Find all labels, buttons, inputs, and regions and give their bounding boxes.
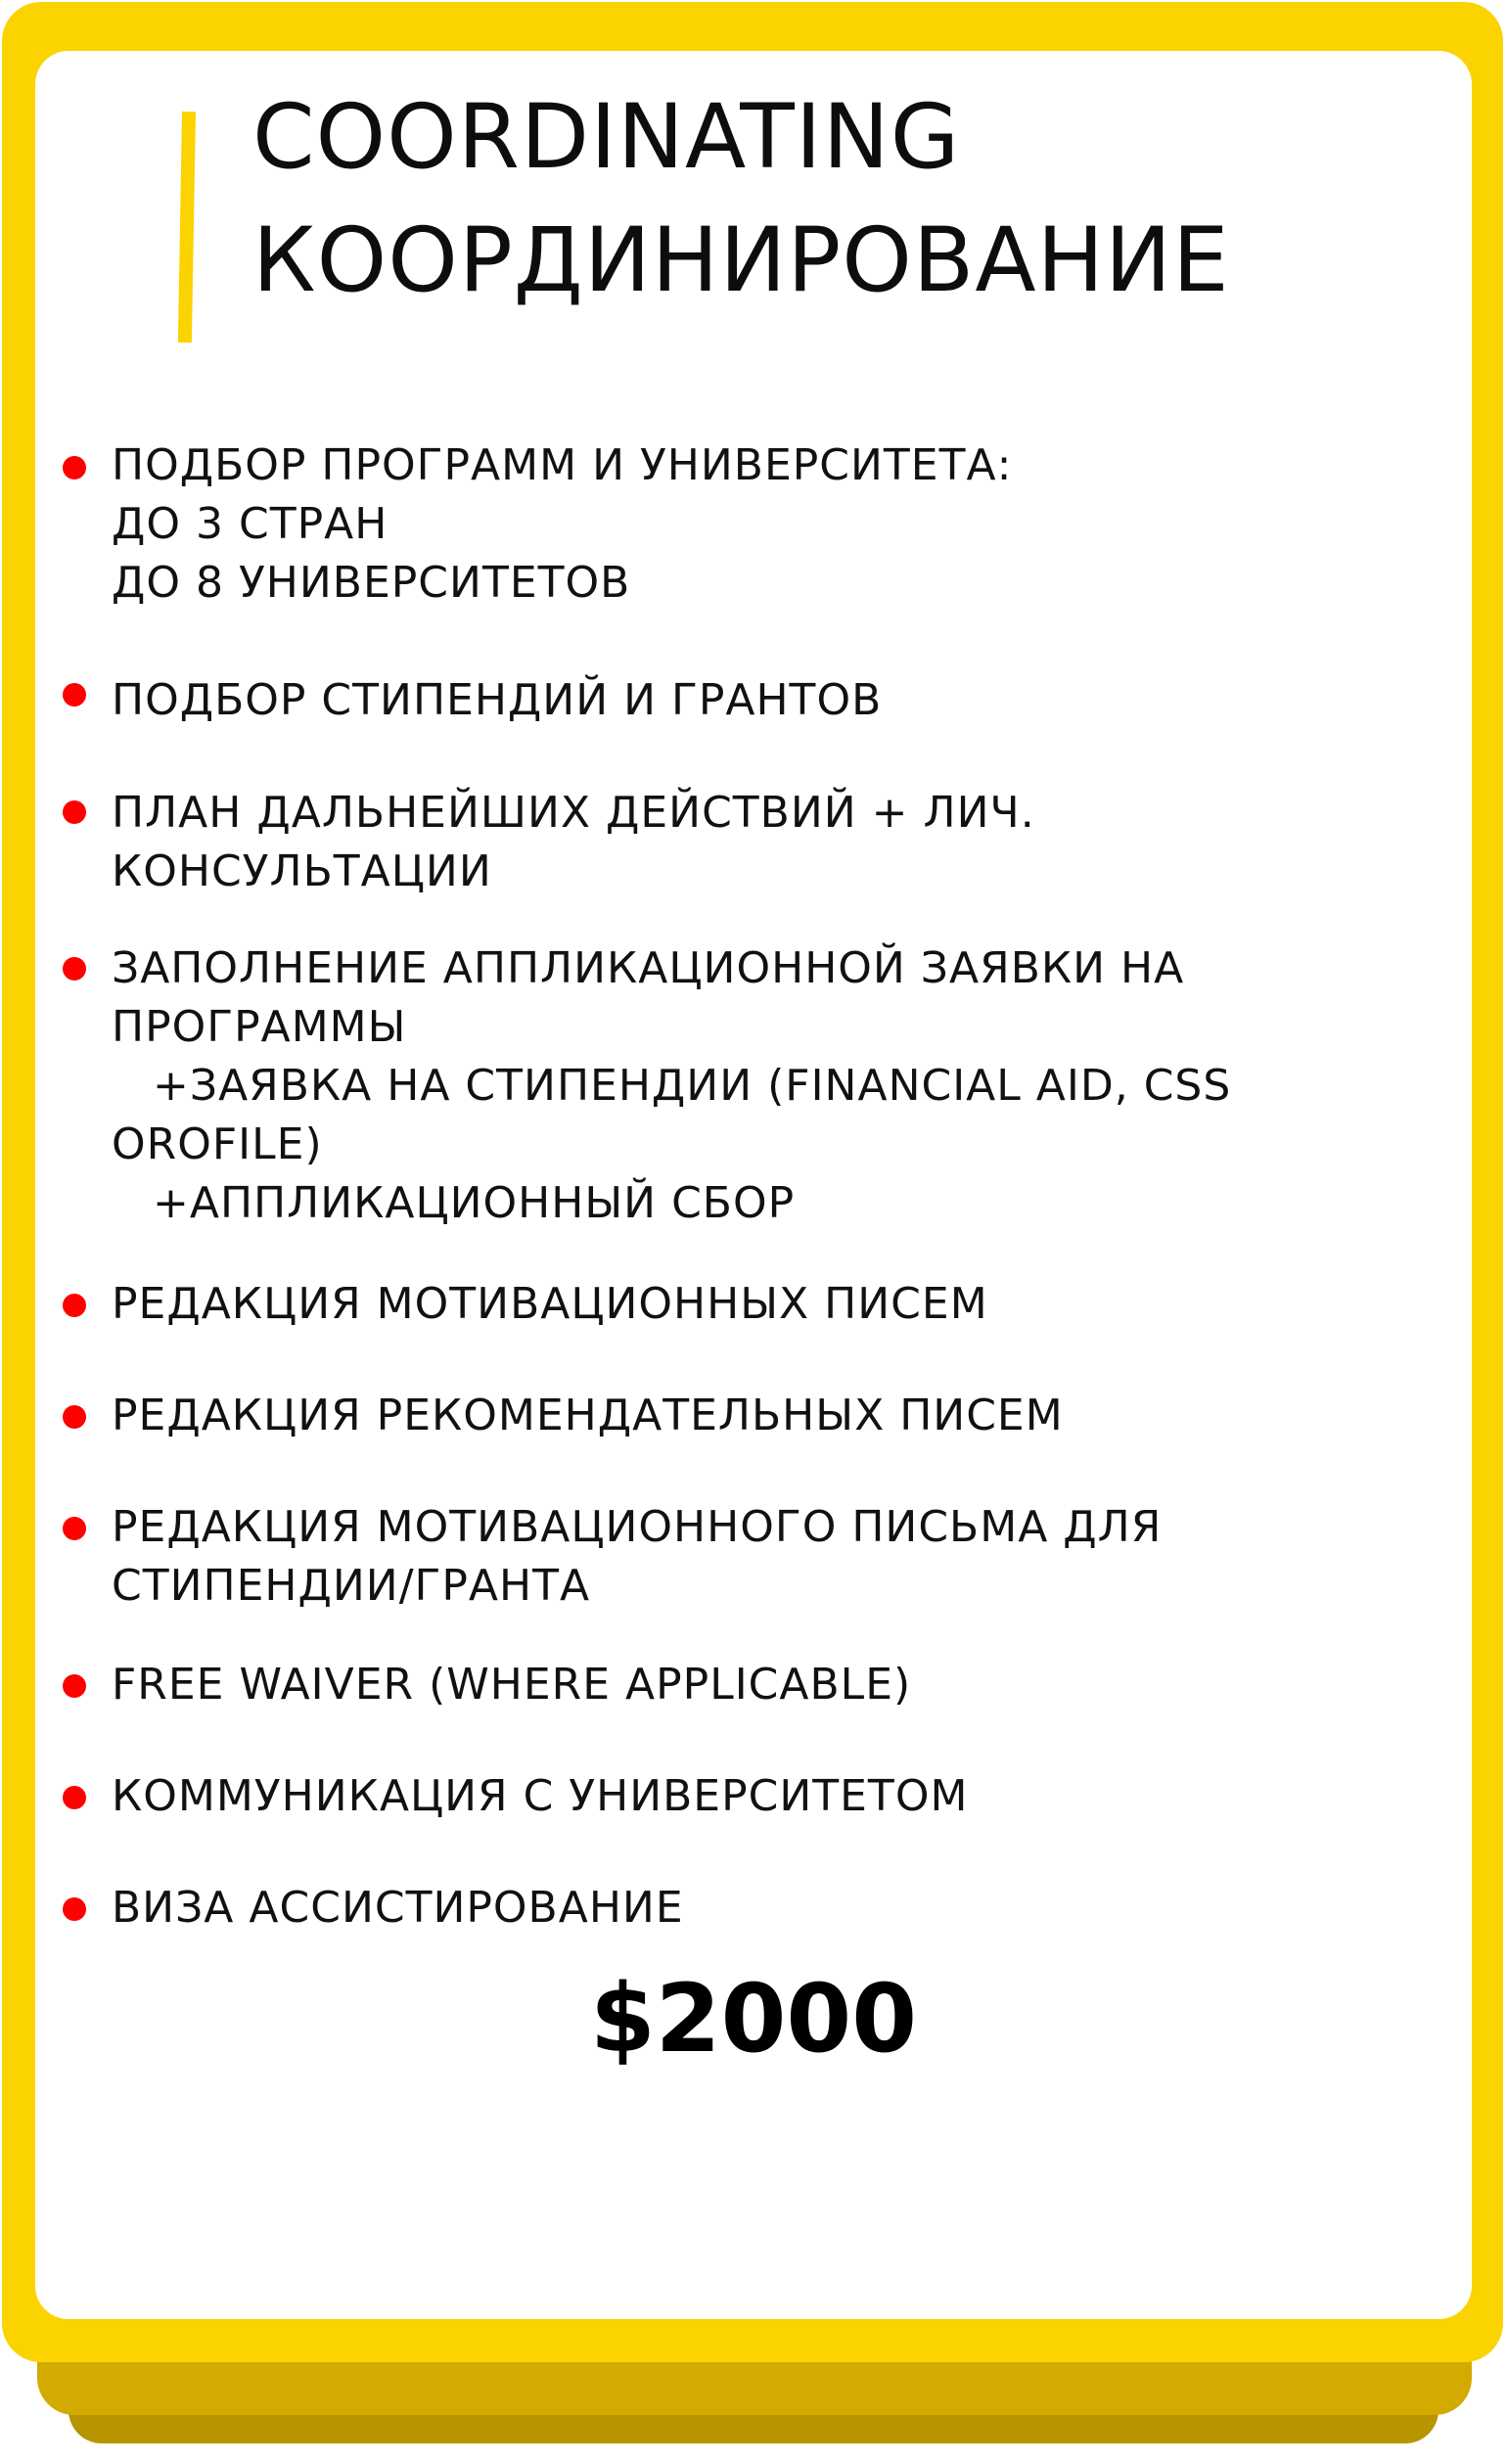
bullet-icon [63,1294,86,1317]
feature-item [112,784,1384,901]
bullet-icon [63,1897,86,1921]
feature-line: РЕДАКЦИЯ РЕКОМЕНДАТЕЛЬНЫХ ПИСЕМ [112,1391,1064,1440]
feature-item [112,671,1384,730]
feature-item [112,1387,1384,1445]
feature-line: РЕДАКЦИЯ МОТИВАЦИОННОГО ПИСЬМА ДЛЯ [112,1502,1163,1552]
bullet-icon [63,1674,86,1698]
feature-item [112,1656,1384,1714]
feature-line: ПОДБОР ПРОГРАММ И УНИВЕРСИТЕТА: [112,440,1013,490]
price-label: $2000 [590,1964,917,2074]
feature-line: ДО 8 УНИВЕРСИТЕТОВ [112,558,631,608]
title-english: COORDINATING [252,86,961,189]
feature-line: +АППЛИКАЦИОННЫЙ СБОР [153,1178,796,1228]
feature-line: ПОДБОР СТИПЕНДИЙ И ГРАНТОВ [112,675,883,725]
feature-line: ПРОГРАММЫ [112,1002,407,1052]
feature-line: КОНСУЛЬТАЦИИ [112,846,492,896]
feature-line: СТИПЕНДИИ/ГРАНТА [112,1561,591,1611]
feature-line: FREE WAIVER (WHERE APPLICABLE) [112,1660,912,1710]
bullet-icon [63,683,86,707]
bullet-icon [63,1517,86,1540]
feature-line: ВИЗА АССИСТИРОВАНИЕ [112,1883,684,1933]
feature-line: ЗАПОЛНЕНИЕ АППЛИКАЦИОННОЙ ЗАЯВКИ НА [112,943,1185,993]
feature-line: КОММУНИКАЦИЯ С УНИВЕРСИТЕТОМ [112,1771,969,1821]
feature-item [112,1275,1384,1334]
feature-item [112,1498,1384,1616]
bullet-icon [63,1405,86,1429]
feature-line: ДО 3 СТРАН [112,499,388,549]
feature-item [112,436,1384,613]
bullet-icon [63,800,86,824]
feature-item [112,1767,1384,1826]
feature-line: ПЛАН ДАЛЬНЕЙШИХ ДЕЙСТВИЙ + ЛИЧ. [112,788,1035,838]
title-russian: КООРДИНИРОВАНИЕ [252,209,1230,312]
feature-item [112,939,1384,1233]
bullet-icon [63,456,86,479]
feature-line: РЕДАКЦИЯ МОТИВАЦИОННЫХ ПИСЕМ [112,1279,988,1329]
feature-item [112,1879,1384,1938]
feature-line: OROFILE) [112,1119,323,1169]
bullet-icon [63,1786,86,1809]
bullet-icon [63,957,86,981]
feature-line: +ЗАЯВКА НА СТИПЕНДИИ (FINANCIAL AID, CSS [153,1061,1232,1111]
